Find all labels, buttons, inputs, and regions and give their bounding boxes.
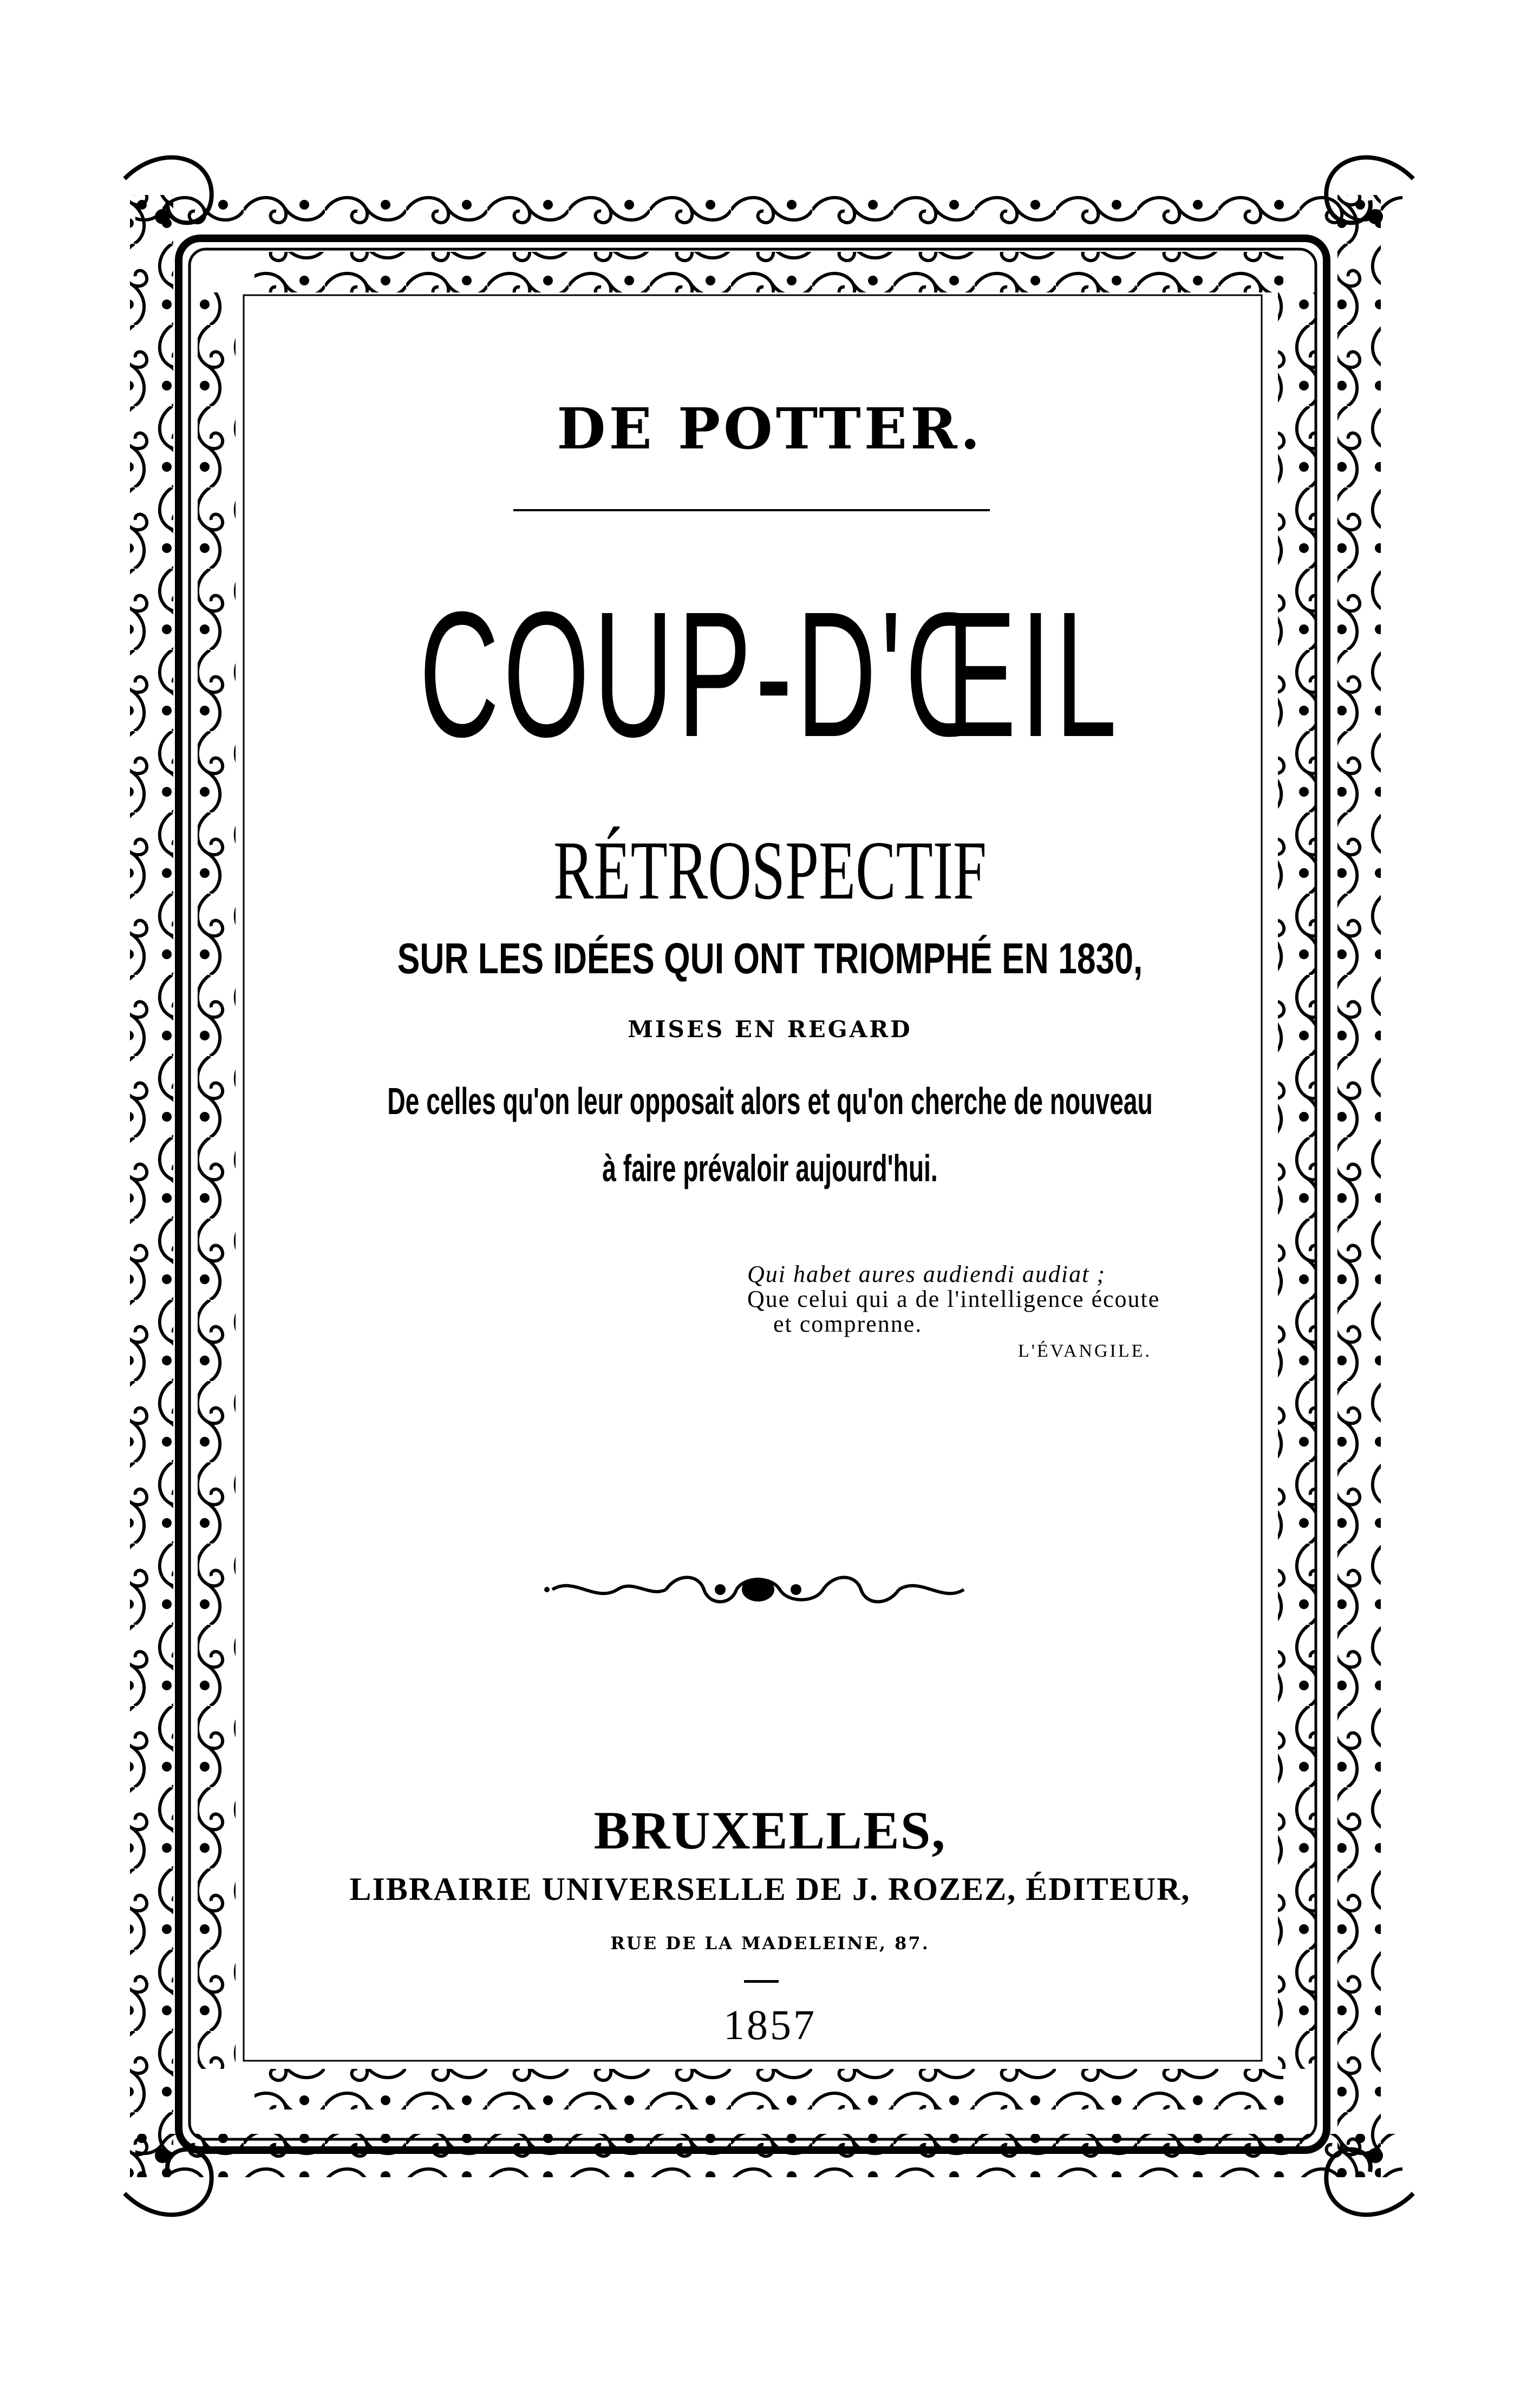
imprint-year: 1857 [723,2001,817,2048]
imprint-address: RUE DE LA MADELEINE, 87. [610,1933,930,1954]
imprint-publisher: LIBRAIRIE UNIVERSELLE DE J. ROZEZ, ÉDITEUR, [349,1871,1191,1907]
epigraph [747,1262,1235,1360]
subtitle-line-3: De celles qu'on leur opposait alors et qu'on cherche de nouveau [387,1080,1153,1122]
subtitle-line-1: SUR LES IDÉES QUI ONT TRIOMPHÉ EN 1830, [397,934,1143,982]
subtitle: RÉTROSPECTIF [553,824,987,917]
imprint-city: BRUXELLES, [593,1800,947,1860]
subtitle-line-4: à faire prévaloir aujourd'hui. [602,1147,938,1189]
epigraph-french-line-2: et comprenne. [773,1311,923,1338]
epigraph-french-line-1: Que celui qui a de l'intelligence écoute [747,1286,1160,1313]
imprint-rule [744,1980,779,1983]
epigraph-latin: Qui habet aures audiendi audiat ; [747,1261,1106,1287]
main-title: COUP-D'ŒIL [419,574,1121,774]
vignette-ornament [541,1565,975,1614]
author-name: DE POTTER. [557,395,983,462]
subtitle-line-2: MISES EN REGARD [628,1016,912,1043]
title-divider-rule [513,509,990,511]
epigraph-source: L'ÉVANGILE. [1018,1340,1152,1361]
